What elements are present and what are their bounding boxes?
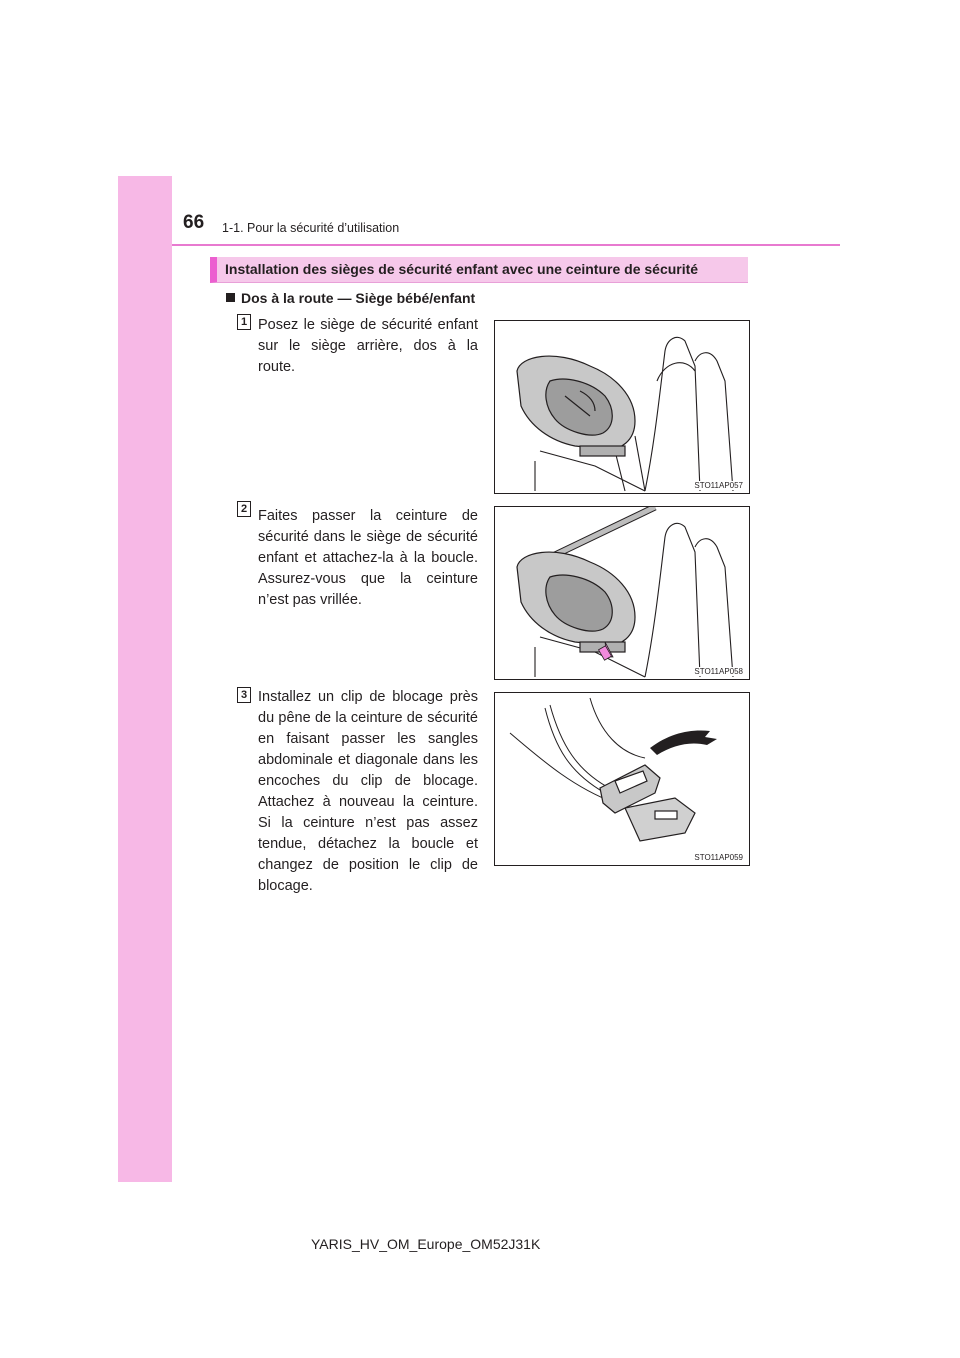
square-bullet-icon (226, 293, 235, 302)
subheading-text: Dos à la route — Siège bébé/enfant (241, 290, 476, 306)
figure-step-2 (494, 506, 750, 680)
step-text: Posez le siège de sécurité enfant sur le siège arrière, dos à la route. (258, 317, 478, 375)
step-number: 3 (237, 687, 251, 703)
figure-step-1 (494, 320, 750, 494)
section-title: Installation des sièges de sécurité enfant avec une ceinture de sécurité (225, 261, 699, 277)
step-number: 1 (237, 314, 251, 330)
document-footer: YARIS_HV_OM_Europe_OM52J31K (311, 1236, 541, 1252)
subheading (226, 290, 475, 306)
step-number: 2 (237, 501, 251, 517)
step-text: Installez un clip de blocage près du pêne de la ceinture de sécurité en faisant passer les sangles abdominale et diagonale dans les encoches du clip de blocage. Attachez à nouveau la ceinture. Si la ceinture n’est pas assez tendue, détachez la boucle et changez de position le clip de blocage. (258, 689, 478, 894)
chapter-side-tab (118, 176, 172, 1182)
figure-step-3 (494, 692, 750, 866)
header-rule (172, 244, 840, 246)
section-title-bar (210, 257, 748, 283)
child-seat-belt-routing-illustration (495, 507, 749, 679)
figure-code: STO11AP057 (694, 481, 743, 490)
chapter-title: 1-1. Pour la sécurité d’utilisation (222, 221, 400, 235)
figure-code: STO11AP059 (694, 853, 743, 862)
step-text: Faites passer la ceinture de sécurité dans le siège de sécurité enfant et attachez-la à la boucle. Assurez-vous que la ceinture n’est pas vrillée. (258, 508, 478, 608)
page-number: 66 (183, 212, 205, 233)
locking-clip-illustration (495, 693, 749, 865)
figure-code: STO11AP058 (694, 667, 743, 676)
child-seat-rear-facing-illustration (495, 321, 749, 493)
